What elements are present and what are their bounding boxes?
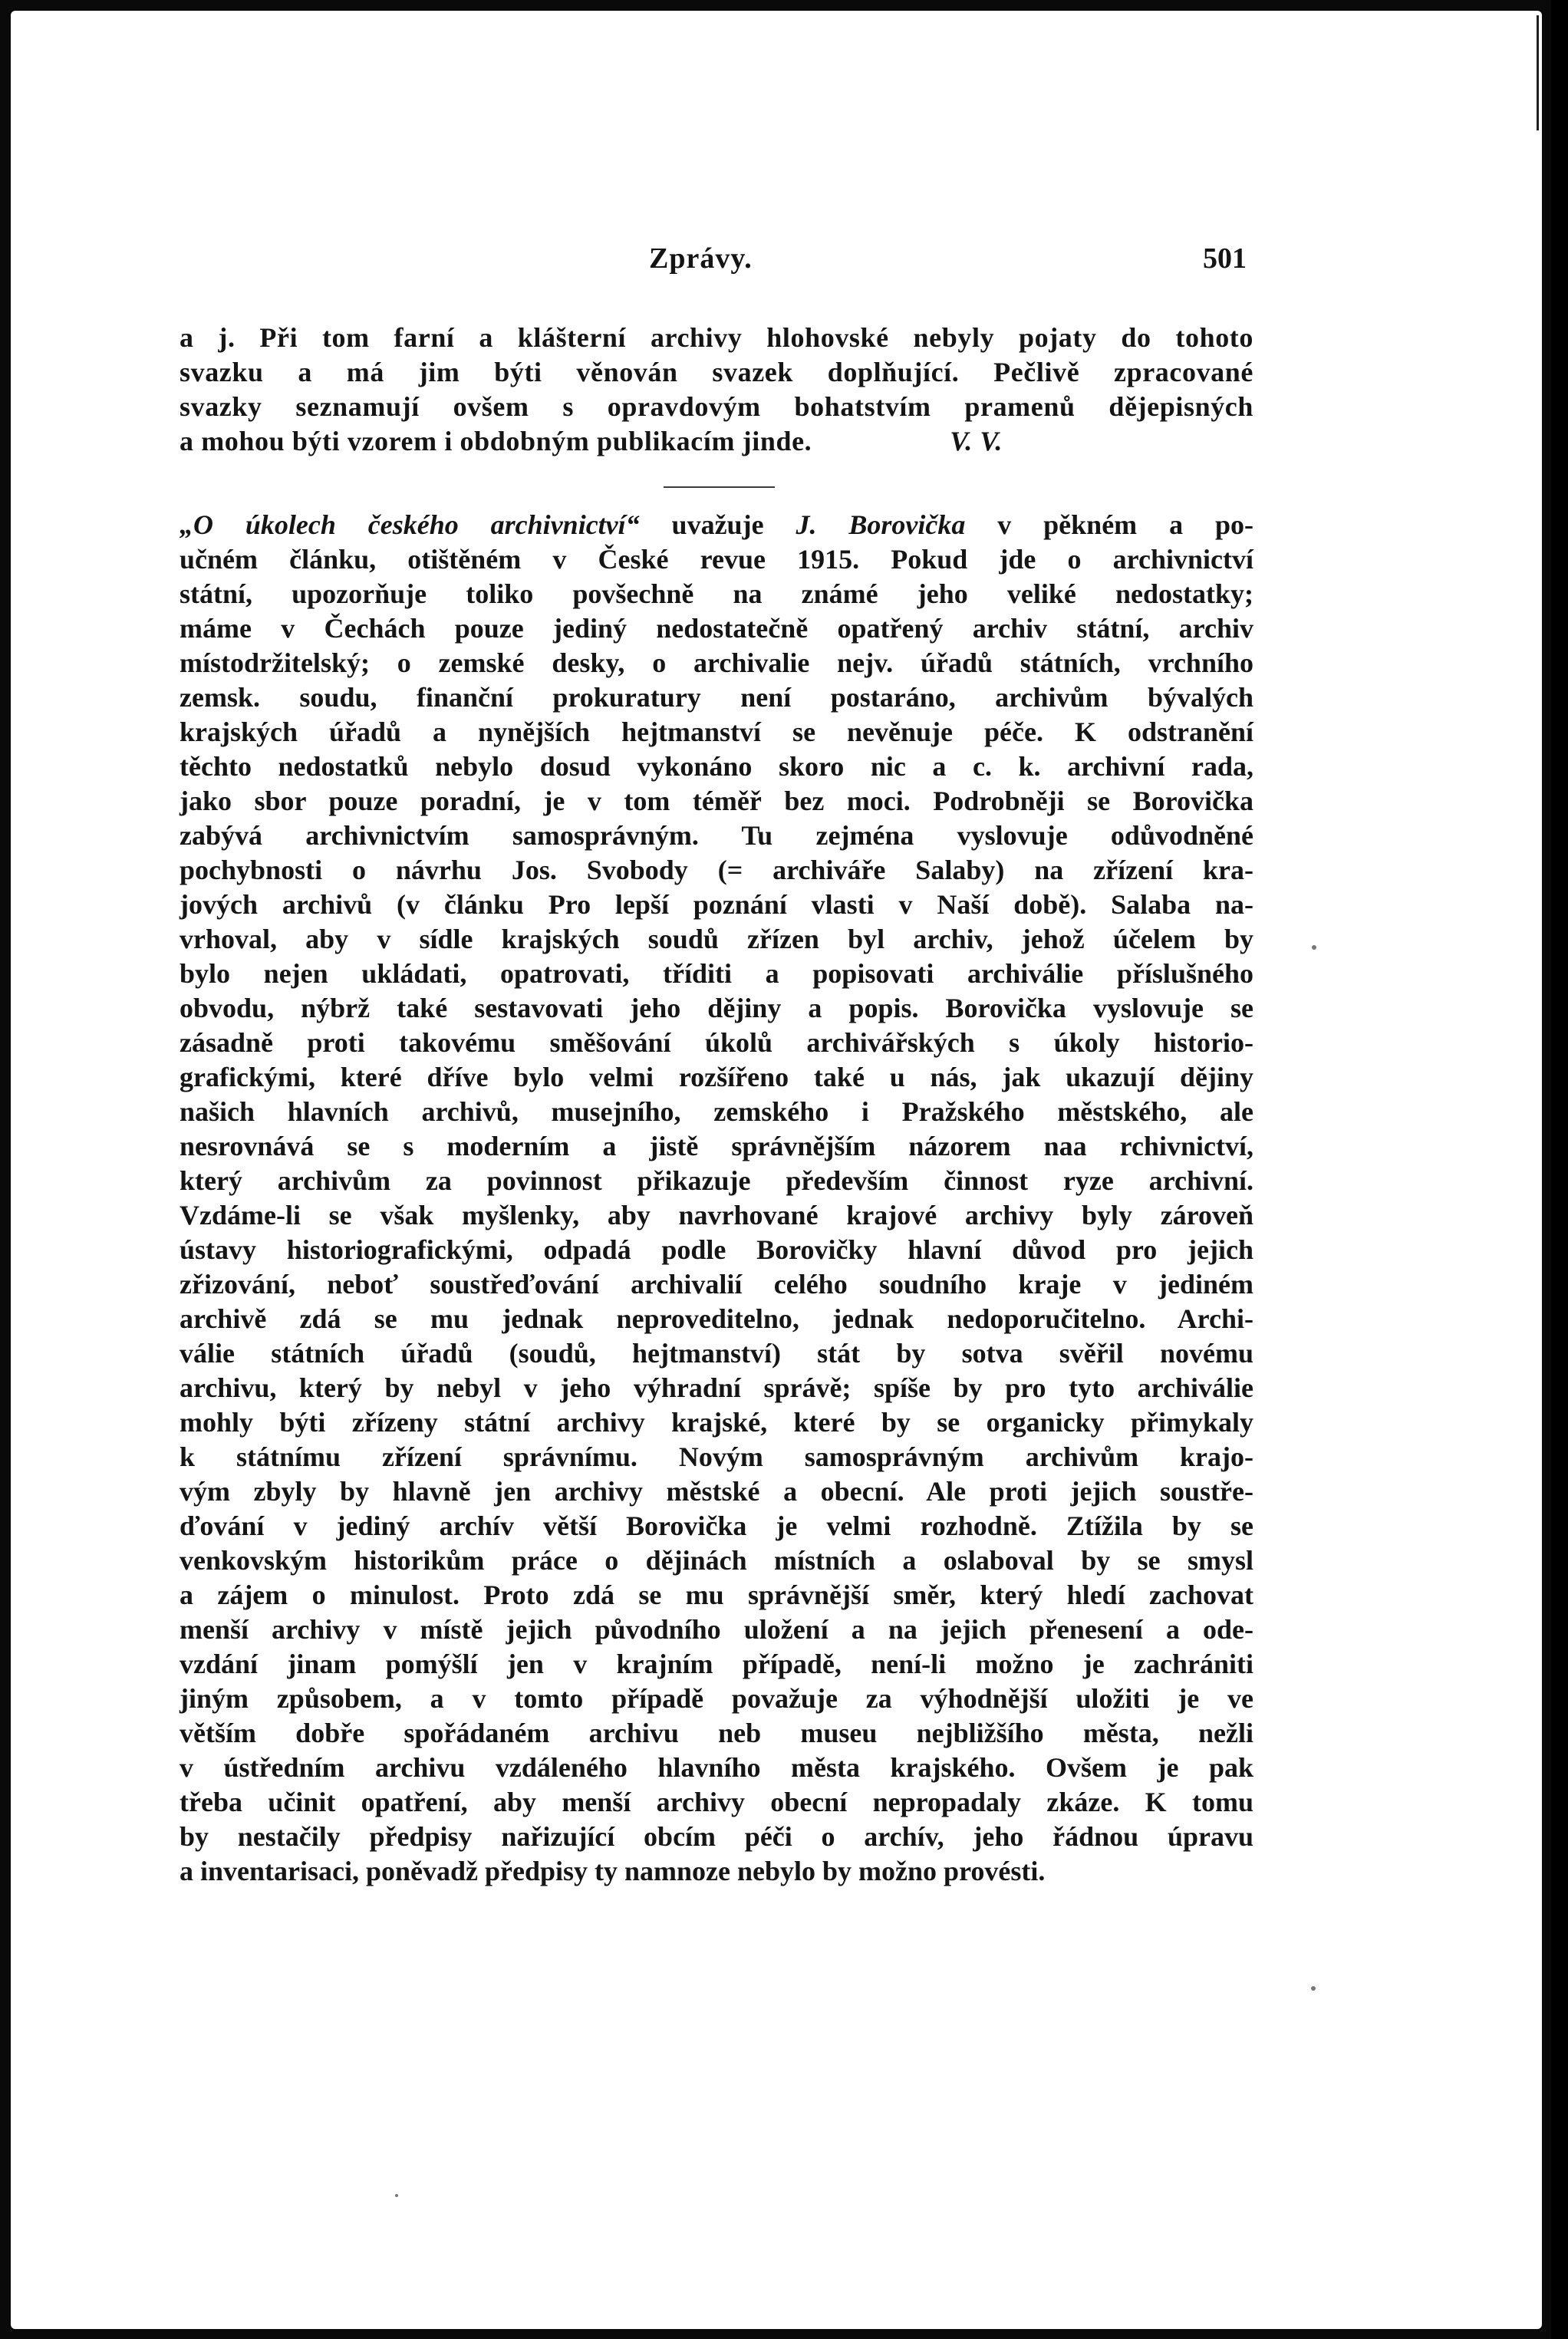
text-line: venkovským historikům práce o dějinách místních a oslaboval by se smysl	[180, 1545, 1253, 1576]
text-line: našich hlavních archivů, musejního, zemského i Pražského městského, ale	[180, 1096, 1253, 1127]
scan-speck	[1311, 1986, 1316, 1991]
author-name: J. Borovička	[796, 509, 966, 540]
author-signature: V. V.	[950, 426, 1003, 456]
opening-text: uvažuje	[639, 509, 796, 540]
text-line: těchto nedostatků nebylo dosud vykonáno skoro nic a c. k. archivní rada,	[180, 751, 1253, 782]
paragraph-article-review	[180, 508, 1253, 1889]
text-line: svazky seznamují ovšem s opravdovým bohatstvím pramenů dějepisných	[180, 391, 1253, 422]
text-line: Vzdáme-li se však myšlenky, aby navrhované krajové archivy byly zároveň	[180, 1200, 1253, 1230]
text-line: nesrovnává se s moderním a jistě správnějším názorem naa rchivnictví,	[180, 1131, 1253, 1161]
text-line: grafickými, které dříve bylo velmi rozšířeno také u nás, jak ukazují dějiny	[180, 1062, 1253, 1092]
text-line: vým zbyly by hlavně jen archivy městské a obecní. Ale proti jejich soustře-	[180, 1476, 1253, 1507]
text-line: a zájem o minulost. Proto zdá se mu správnější směr, který hledí zachovat	[180, 1580, 1253, 1610]
text-line: státní, upozorňuje toliko povšechně na známé jeho veliké nedostatky;	[180, 578, 1253, 609]
text-line: zemsk. soudu, finanční prokuratury není postaráno, archivům bývalých	[180, 682, 1253, 713]
text-line: vrhoval, aby v sídle krajských soudů zřízen byl archiv, jehož účelem by	[180, 924, 1253, 954]
scan-dark-margin	[1551, 0, 1568, 2339]
text-line: třeba učinit opatření, aby menší archivy obecní nepropadaly zkáze. K tomu	[180, 1787, 1253, 1817]
text-line: bylo nejen ukládati, opatrovati, tříditi a popisovati archiválie příslušného	[180, 958, 1253, 989]
text-line: pochybnosti o návrhu Jos. Svobody (= archiváře Salaby) na zřízení kra-	[180, 855, 1253, 885]
text-line: ďování v jediný archív větší Borovička je velmi rozhodně. Ztížila by se	[180, 1510, 1253, 1541]
text-line: jiným způsobem, a v tomto případě považuje za výhodnější uložiti je ve	[180, 1683, 1253, 1714]
text-line: zabývá archivnictvím samosprávným. Tu zejména vyslovuje odůvodněné	[180, 820, 1253, 851]
paragraph-continued	[180, 321, 1253, 459]
article-title: „O úkolech českého archivnictví“	[180, 509, 640, 540]
scan-edge-line	[1537, 15, 1539, 130]
text-line: a j. Při tom farní a klášterní archivy hlohovské nebyly pojaty do tohoto	[180, 322, 1253, 353]
page-number: 501	[1203, 242, 1247, 275]
text-line: obvodu, nýbrž také sestavovati jeho dějiny a popis. Borovička vyslovuje se	[180, 993, 1253, 1023]
scan-speck	[395, 2194, 398, 2197]
text-line: a inventarisaci, poněvadž předpisy ty namnoze nebylo by možno provésti.	[180, 1856, 1046, 1886]
text-line: válie státních úřadů (soudů, hejtmanství) stát by sotva svěřil novému	[180, 1338, 1253, 1369]
page-header	[0, 242, 1568, 280]
text-line: ústavy historiografickými, odpadá podle Borovičky hlavní důvod pro jejich	[180, 1234, 1253, 1265]
text-line: větším dobře spořádaném archivu neb museu nejbližšího města, nežli	[180, 1718, 1253, 1748]
text-line: místodržitelský; o zemské desky, o archivalie nejv. úřadů státních, vrchního	[180, 647, 1253, 678]
running-title: Zprávy.	[649, 242, 753, 275]
text-line: krajských úřadů a nynějších hejtmanství se nevěnuje péče. K odstranění	[180, 717, 1253, 747]
text-line: menší archivy v místě jejich původního uložení a na jejich přenesení a ode-	[180, 1614, 1253, 1645]
text-line: jových archivů (v článku Pro lepší poznání vlasti v Naší době). Salaba na-	[180, 889, 1253, 920]
text-line: by nestačily předpisy nařizující obcím péči o archív, jeho řádnou úpravu	[180, 1821, 1253, 1852]
text-line: k státnímu zřízení správnímu. Novým samosprávným archivům krajo-	[180, 1441, 1253, 1472]
text-line: jako sbor pouze poradní, je v tom téměř bez moci. Podrobněji se Borovička	[180, 786, 1253, 816]
opening-text-end: v pěkném a po-	[965, 509, 1253, 540]
section-divider	[664, 486, 775, 488]
text-line-with-signature	[180, 424, 1253, 459]
text-line: svazku a má jim býti věnován svazek doplňující. Pečlivě zpracované	[180, 357, 1253, 387]
text-line: v ústředním archivu vzdáleného hlavního města krajského. Ovšem je pak	[180, 1752, 1253, 1783]
text-line: vzdání jinam pomýšlí jen v krajním případě, není-li možno je zachrániti	[180, 1649, 1253, 1679]
text-line: mohly býti zřízeny státní archivy krajské, které by se organicky přimykaly	[180, 1407, 1253, 1438]
text-line: zřizování, neboť soustřeďování archivalií celého soudního kraje v jediném	[180, 1269, 1253, 1300]
text-line: který archivům za povinnost přikazuje především činnost ryze archivní.	[180, 1165, 1253, 1196]
text-line: máme v Čechách pouze jediný nedostatečně opatřený archiv státní, archiv	[180, 613, 1253, 644]
scan-speck	[1312, 945, 1316, 950]
opening-line	[180, 508, 1253, 542]
text-line: učném článku, otištěném v České revue 1915. Pokud jde o archivnictví	[180, 544, 1253, 575]
text-line: archivu, který by nebyl v jeho výhradní správě; spíše by pro tyto archiválie	[180, 1372, 1253, 1403]
text-line: a mohou býti vzorem i obdobným publikacím jinde.	[180, 426, 812, 456]
text-line: zásadně proti takovému směšování úkolů archivářských s úkoly historio-	[180, 1027, 1253, 1058]
text-line: archivě zdá se mu jednak neproveditelno, jednak nedoporučitelno. Archi-	[180, 1303, 1253, 1334]
